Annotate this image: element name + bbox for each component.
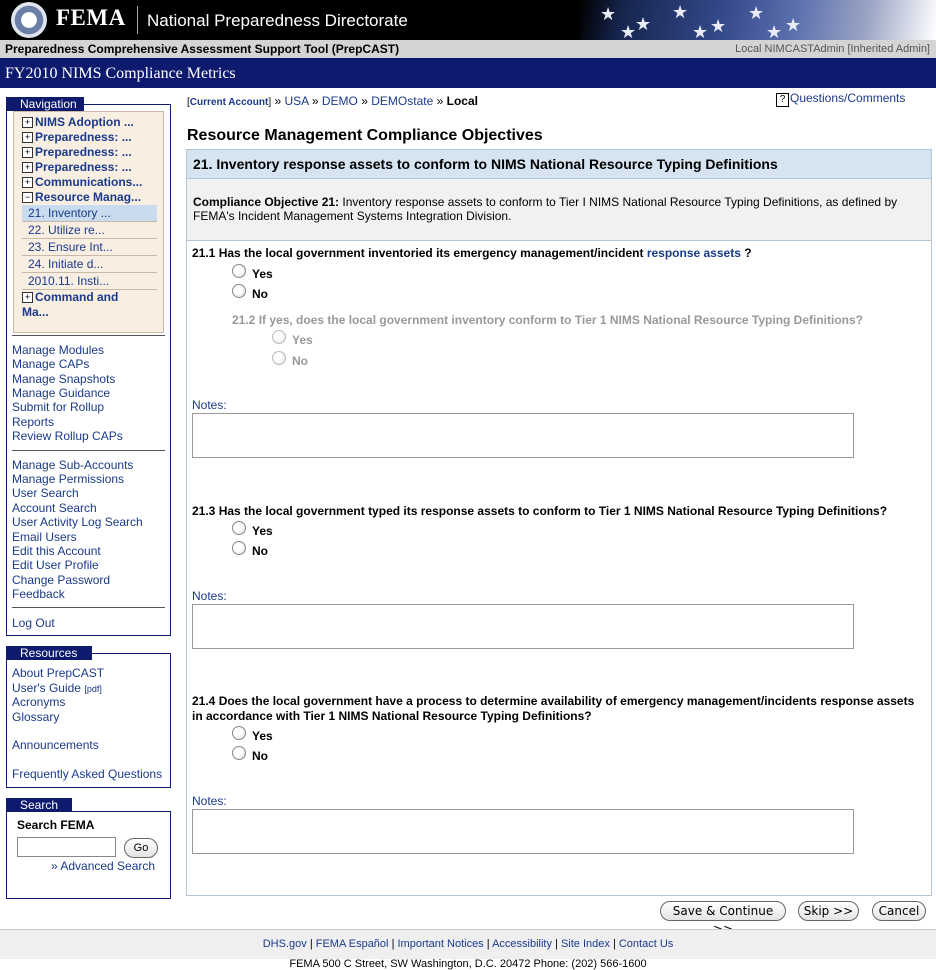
tool-title-bar	[0, 40, 936, 59]
link-acronyms[interactable]: Acronyms	[12, 695, 66, 709]
q21-3-no-label[interactable]: No	[252, 544, 268, 558]
page-banner	[0, 58, 936, 88]
link-user-activity-log[interactable]: User Activity Log Search	[12, 515, 143, 529]
divider	[12, 335, 165, 336]
flag-banner-image: ★ ★ ★ ★ ★ ★ ★ ★ ★	[580, 0, 936, 40]
collapse-icon[interactable]: −	[22, 192, 33, 203]
link-reports[interactable]: Reports	[12, 415, 55, 429]
breadcrumb-current-account[interactable]: Current Account	[189, 97, 269, 108]
resources-tab: Resources	[6, 646, 92, 660]
response-assets-link[interactable]: response assets	[646, 246, 741, 260]
question-21-1: 21.1 Has the local government inventoried its emergency management/incident response assets ?	[192, 246, 752, 260]
breadcrumb-demo[interactable]: DEMO	[321, 94, 358, 108]
link-submit-rollup[interactable]: Submit for Rollup	[12, 400, 105, 414]
link-review-rollup-caps[interactable]: Review Rollup CAPs	[12, 429, 123, 443]
site-header	[0, 0, 936, 40]
q21-4-no-radio[interactable]	[232, 746, 246, 760]
nav-tree-item[interactable]: + Preparedness: ...	[14, 130, 163, 145]
q21-3-yes-radio[interactable]	[232, 521, 246, 535]
link-manage-permissions[interactable]: Manage Permissions	[12, 472, 125, 486]
link-manage-sub-accounts[interactable]: Manage Sub-Accounts	[12, 458, 134, 472]
search-panel	[6, 811, 171, 899]
q21-4-no-label[interactable]: No	[252, 749, 268, 763]
q21-3-no-radio[interactable]	[232, 541, 246, 555]
nav-tree-item[interactable]: + NIMS Adoption ...	[14, 115, 163, 130]
notes-textarea-21-4[interactable]	[192, 809, 854, 854]
search-tab: Search	[6, 798, 72, 812]
objective-panel	[186, 149, 932, 896]
user-info: Local NIMCASTAdmin [Inherited Admin]	[735, 43, 930, 55]
q21-1-no-radio[interactable]	[232, 284, 246, 298]
advanced-search-link[interactable]: » Advanced Search	[51, 859, 156, 873]
expand-icon[interactable]: +	[22, 292, 33, 303]
resources-panel	[6, 653, 171, 788]
footer-address: FEMA 500 C Street, SW Washington, D.C. 20472 Phone: (202) 566-1600	[289, 958, 647, 970]
notes-textarea-21-1[interactable]	[192, 413, 854, 458]
section-heading: 21. Inventory response assets to conform to NIMS National Resource Typing Definitions	[193, 156, 778, 172]
link-log-out[interactable]: Log Out	[12, 616, 55, 630]
footer-links-bar: DHS.gov | FEMA Español | Important Notices | Accessibility | Site Index | Contact Us	[0, 929, 936, 959]
page-title: Resource Management Compliance Objectives	[187, 127, 543, 144]
q21-2-no-radio	[272, 351, 286, 365]
help-icon[interactable]: ?	[776, 93, 789, 107]
nav-sub-item-24[interactable]: 24. Initiate d...	[22, 256, 157, 273]
notes-textarea-21-3[interactable]	[192, 604, 854, 649]
nav-sub-item-2010-11[interactable]: 2010.11. Insti...	[22, 273, 157, 290]
nav-sub-item-21[interactable]: 21. Inventory ...	[22, 205, 157, 222]
fema-logo[interactable]: FEMA	[56, 5, 126, 30]
dhs-seal-icon	[11, 2, 47, 38]
save-continue-button[interactable]: Save & Continue	[660, 901, 786, 921]
link-account-search[interactable]: Account Search	[12, 501, 97, 515]
nav-tree-item-command-cont[interactable]: Ma...	[22, 305, 49, 319]
notes-label: Notes:	[192, 398, 227, 412]
divider	[12, 607, 165, 608]
link-edit-account[interactable]: Edit this Account	[12, 544, 101, 558]
navigation-tree	[13, 111, 164, 333]
link-edit-profile[interactable]: Edit User Profile	[12, 558, 99, 572]
breadcrumb-demostate[interactable]: DEMOstate	[371, 94, 434, 108]
expand-icon[interactable]: +	[22, 132, 33, 143]
q21-1-yes-label[interactable]: Yes	[252, 267, 273, 281]
divider	[12, 450, 165, 451]
search-go-button[interactable]: Go	[124, 838, 158, 858]
link-glossary[interactable]: Glossary	[12, 710, 60, 724]
nav-tree-item[interactable]: + Preparedness: ...	[14, 145, 163, 160]
search-label: Search FEMA	[17, 818, 95, 832]
question-21-4: 21.4 Does the local government have a process to determine availability of emergency management/incidents response assets in accordance with Tier 1 NIMS National Resource Typing Definitions?	[192, 694, 915, 723]
link-faq[interactable]: Frequently Asked Questions	[12, 767, 163, 781]
q21-4-yes-label[interactable]: Yes	[252, 729, 273, 743]
objective-description: Compliance Objective 21: Inventory response assets to conform to Tier I NIMS National Resource Typing Definitions, as defined by FEMA's Incident Management Systems Integration Division.	[187, 179, 931, 241]
search-input[interactable]	[17, 837, 116, 857]
nav-tree-item[interactable]: + Preparedness: ...	[14, 160, 163, 175]
link-feedback[interactable]: Feedback	[12, 587, 65, 601]
q21-2-no-label: No	[292, 354, 308, 368]
footer-accessibility-link[interactable]: Accessibility	[492, 938, 552, 950]
expand-icon[interactable]: +	[22, 147, 33, 158]
q21-4-yes-radio[interactable]	[232, 726, 246, 740]
question-21-3: 21.3 Has the local government typed its response assets to conform to Tier 1 NIMS National Resource Typing Definitions?	[192, 504, 888, 518]
q21-3-yes-label[interactable]: Yes	[252, 524, 273, 538]
link-manage-snapshots[interactable]: Manage Snapshots	[12, 372, 116, 386]
breadcrumb-usa[interactable]: USA	[284, 94, 309, 108]
link-user-search[interactable]: User Search	[12, 486, 79, 500]
footer-fema-espanol-link[interactable]: FEMA Español	[315, 938, 389, 950]
expand-icon[interactable]: +	[22, 117, 33, 128]
nav-sub-item-23[interactable]: 23. Ensure Int...	[22, 239, 157, 256]
link-users-guide[interactable]: User's Guide [pdf]	[12, 681, 102, 695]
footer-dhs-link[interactable]: DHS.gov	[262, 938, 307, 950]
directorate-title: National Preparedness Directorate	[147, 11, 408, 30]
link-announcements[interactable]: Announcements	[12, 738, 99, 752]
skip-button[interactable]: Skip >>	[798, 901, 859, 921]
footer-site-index-link[interactable]: Site Index	[560, 938, 610, 950]
link-email-users[interactable]: Email Users	[12, 530, 77, 544]
nav-tree-item[interactable]: + Communications...	[14, 175, 163, 190]
link-manage-caps[interactable]: Manage CAPs	[12, 357, 90, 371]
header-divider	[137, 6, 138, 34]
nav-tree-item-command[interactable]: + Command and	[14, 290, 163, 305]
link-manage-modules[interactable]: Manage Modules	[12, 343, 105, 357]
q21-2-yes-radio	[272, 330, 286, 344]
link-about-prepcast[interactable]: About PrepCAST	[12, 666, 105, 680]
link-manage-guidance[interactable]: Manage Guidance	[12, 386, 111, 400]
question-21-2: 21.2 If yes, does the local government inventory conform to Tier 1 NIMS National Resource Typing Definitions?	[232, 313, 864, 327]
footer-contact-us-link[interactable]: Contact Us	[618, 938, 674, 950]
navigation-tab: Navigation	[6, 97, 84, 111]
tool-title: Preparedness Comprehensive Assessment Support Tool (PrepCAST)	[5, 42, 400, 56]
breadcrumb-local: Local	[446, 94, 478, 108]
notes-label: Notes:	[192, 794, 227, 808]
nav-sub-item-22[interactable]: 22. Utilize re...	[22, 222, 157, 239]
nav-tree-item-resource-management[interactable]: − Resource Manag...	[14, 190, 163, 205]
notes-label: Notes:	[192, 589, 227, 603]
q21-2-yes-label: Yes	[292, 333, 313, 347]
section-heading-bar	[187, 150, 931, 179]
questions-comments-link[interactable]: ? Questions/Comments	[776, 91, 905, 107]
page-banner-title: FY2010 NIMS Compliance Metrics	[5, 65, 236, 82]
link-change-password[interactable]: Change Password	[12, 573, 111, 587]
breadcrumb: [Current Account] » USA » DEMO » DEMOstate » Local	[187, 94, 478, 108]
cancel-button[interactable]: Cancel	[872, 901, 926, 921]
expand-icon[interactable]: +	[22, 177, 33, 188]
footer-important-notices-link[interactable]: Important Notices	[397, 938, 484, 950]
q21-1-yes-radio[interactable]	[232, 264, 246, 278]
expand-icon[interactable]: +	[22, 162, 33, 173]
q21-1-no-label[interactable]: No	[252, 287, 268, 301]
navigation-panel	[6, 104, 171, 636]
